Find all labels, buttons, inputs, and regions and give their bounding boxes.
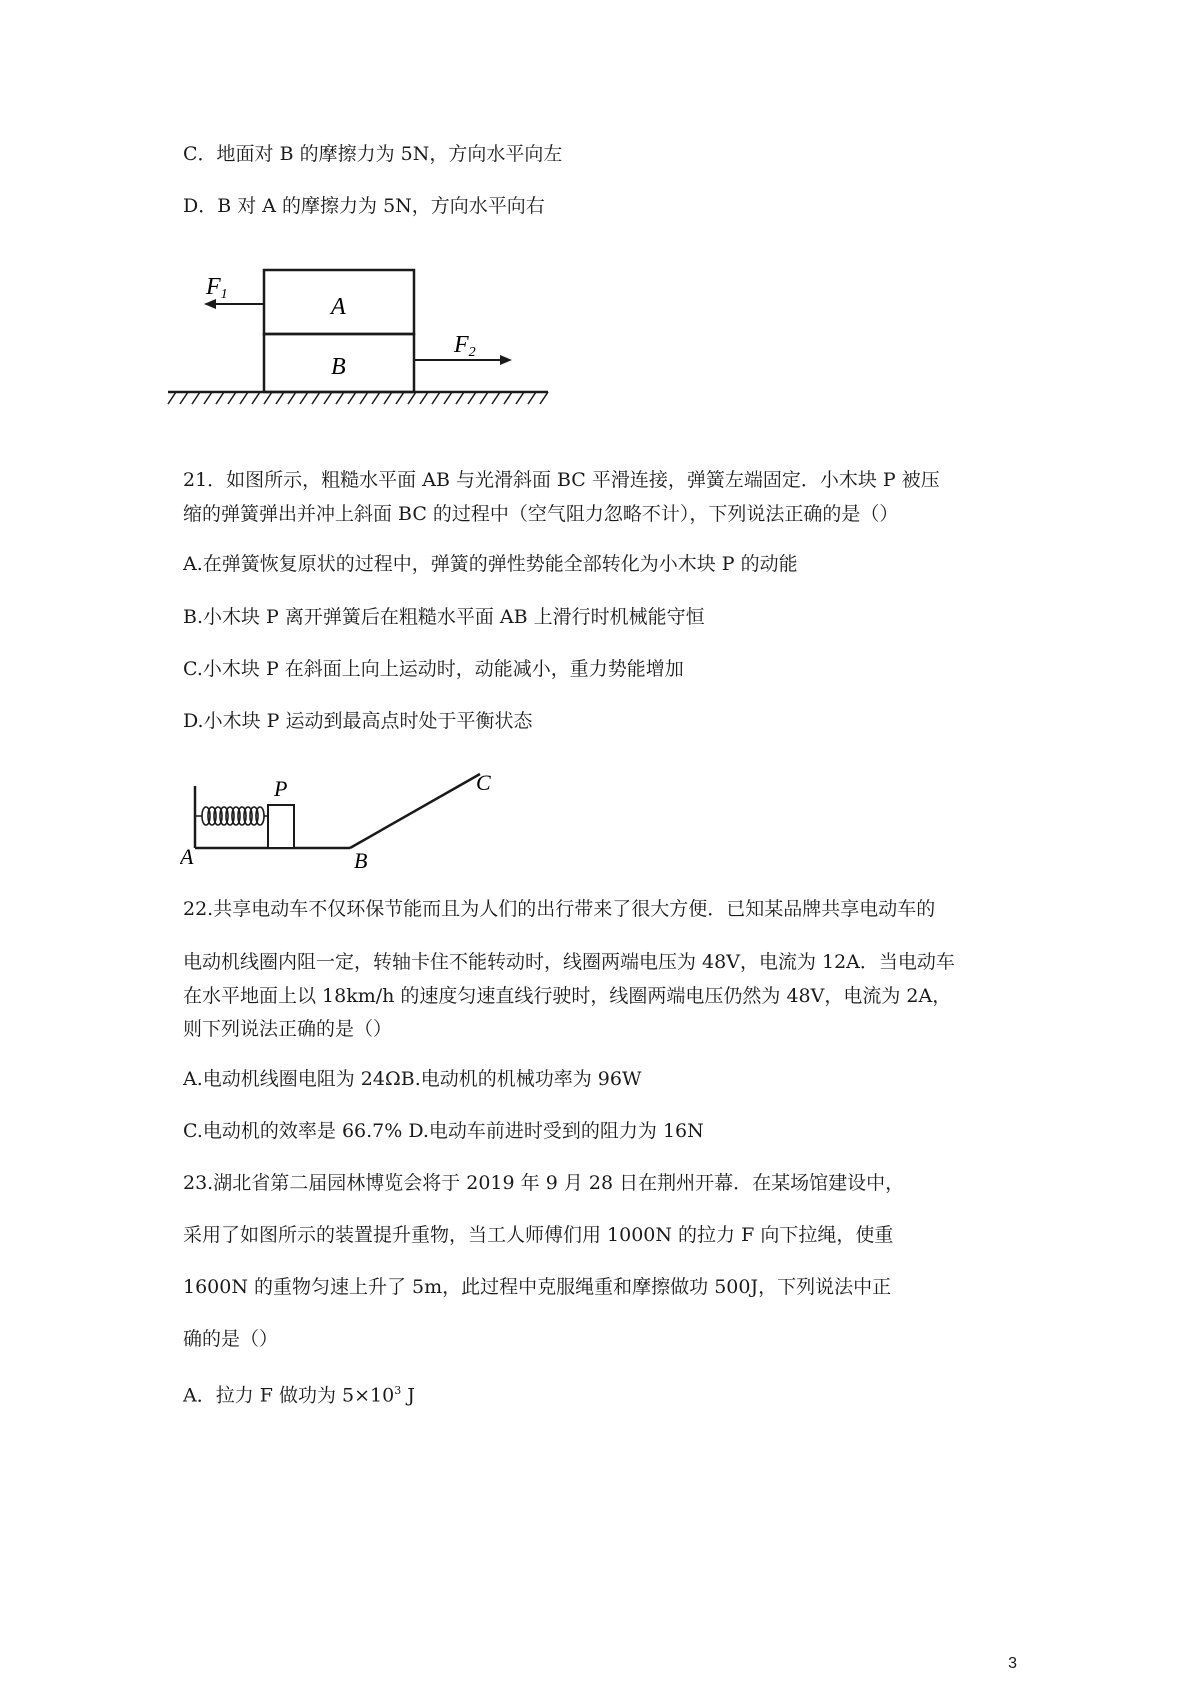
q23-stem-line-4: 确的是（） (183, 1328, 279, 1350)
q21-option-c: C.小木块 P 在斜面上向上运动时，动能减小，重力势能增加 (183, 658, 684, 680)
block-b-label: B (331, 354, 346, 380)
ground-hatch (168, 392, 548, 404)
spring-coil (195, 807, 268, 825)
q20-option-d: D．B 对 A 的摩擦力为 5N，方向水平向右 (183, 195, 545, 217)
label-p: P (274, 776, 288, 801)
q21-option-b: B.小木块 P 离开弹簧后在粗糙水平面 AB 上滑行时机械能守恒 (183, 606, 705, 628)
block-p (268, 805, 294, 848)
q22-options-cd: C.电动机的效率是 66.7% D.电动车前进时受到的阻力为 16N (183, 1120, 704, 1142)
force-f1-arrowhead (204, 299, 216, 309)
incline-bc (350, 774, 480, 848)
block-a-label: A (331, 294, 346, 320)
force-f2-label: F2 (454, 332, 476, 360)
q23-option-a-unit: J (401, 1384, 415, 1407)
q22-stem-line-1: 22.共享电动车不仅环保节能而且为人们的出行带来了很大方便．已知某品牌共享电动车的 (183, 898, 936, 920)
q21-stem-line-1: 21．如图所示，粗糙水平面 AB 与光滑斜面 BC 平滑连接，弹簧左端固定．小木块 P 被压 (183, 469, 940, 491)
q23-option-a (183, 1378, 415, 1408)
label-c: C (476, 770, 491, 795)
label-a: A (180, 844, 194, 869)
label-b: B (354, 848, 368, 873)
q23-option-a-exponent: 3 (394, 1384, 402, 1397)
q22-stem-line-2: 电动机线圈内阻一定，转轴卡住不能转动时，线圈两端电压为 48V，电流为 12A．当电动车 (183, 951, 955, 973)
q23-stem-line-1: 23.湖北省第二届园林博览会将于 2019 年 9 月 28 日在荆州开幕．在某场馆建设中， (183, 1172, 905, 1194)
q23-stem-line-2: 采用了如图所示的装置提升重物，当工人师傅们用 1000N 的拉力 F 向下拉绳，使重 (183, 1224, 894, 1246)
q21-stem-line-2: 缩的弹簧弹出并冲上斜面 BC 的过程中（空气阻力忽略不计），下列说法正确的是（） (183, 503, 899, 525)
page-number: 3 (1008, 1655, 1017, 1672)
q20-option-c: C．地面对 B 的摩擦力为 5N，方向水平向左 (183, 143, 563, 165)
q21-option-d: D.小木块 P 运动到最高点时处于平衡状态 (183, 710, 533, 732)
spring-incline-figure (180, 768, 540, 878)
force-f1-label: F1 (206, 274, 228, 302)
q23-stem-line-3: 1600N 的重物匀速上升了 5m，此过程中克服绳重和摩擦做功 500J，下列说法中正 (183, 1276, 892, 1298)
force-f2-arrowhead (500, 355, 512, 365)
q23-option-a-text: A．拉力 F 做功为 5×10 (183, 1384, 395, 1407)
q22-stem-line-4: 则下列说法正确的是（） (183, 1018, 393, 1040)
q21-option-a: A.在弹簧恢复原状的过程中，弹簧的弹性势能全部转化为小木块 P 的动能 (183, 553, 798, 575)
blocks-figure (160, 262, 560, 412)
q22-options-ab: A.电动机线圈电阻为 24ΩB.电动机的机械功率为 96W (183, 1068, 642, 1090)
q22-stem-line-3: 在水平地面上以 18km/h 的速度匀速直线行驶时，线圈两端电压仍然为 48V，电流为 2A， (183, 985, 952, 1007)
